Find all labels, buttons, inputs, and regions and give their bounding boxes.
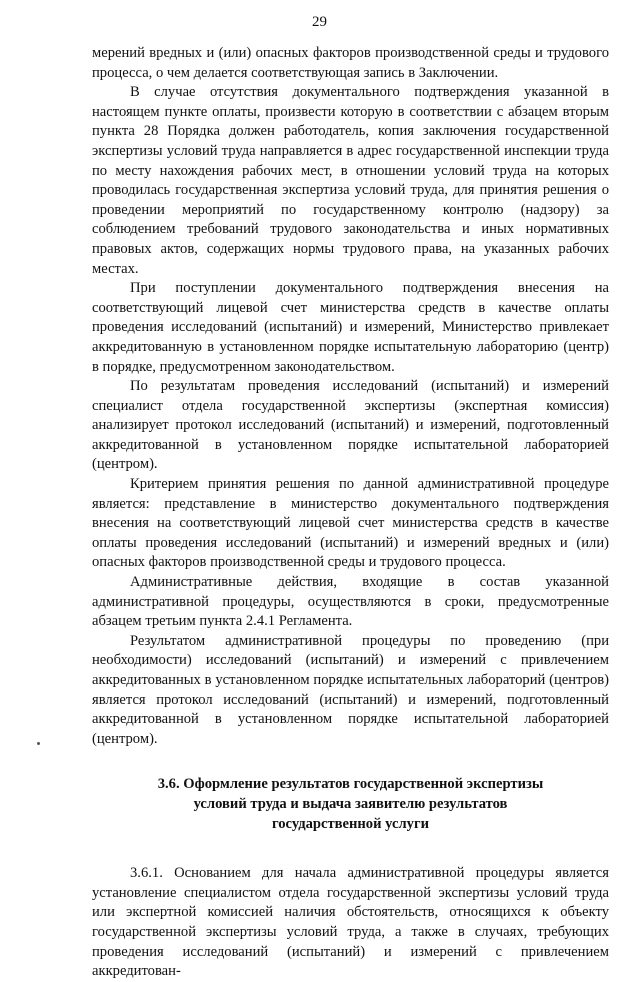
section-heading-line: условий труда и выдача заявителю результатов (193, 795, 508, 812)
section-heading-line: 3.6. Оформление результатов государственной экспертизы (157, 776, 544, 793)
section-heading-line: государственной услуги (271, 815, 430, 832)
paragraph: Критерием принятия решения по данной административной процедуре является: представление в министерство документального подтверждения внесения на соответствующий лицевой счет министерства средств в качестве оплаты проведения исследований (испытаний) и измерений вредных и (или) опасных факторов производственной среды и трудового процесса. (92, 476, 609, 571)
paragraph: 3.6.1. Основанием для начала административной процедуры является установление специалистом отдела государственной экспертизы условий труда или экспертной комиссией наличия обстоятельств, относящихся к объекту государственной экспертизы условий труда, а также в случаях, требующих проведения исследований (испытаний) и измерений с привлечением аккредитован- (92, 865, 609, 980)
paragraph: Результатом административной процедуры по проведению (при необходимости) исследований (испытаний) и измерений с привлечением аккредитованных в установленном порядке испытательных лабораторий (центров) является протокол исследований (испытаний) и измерений, подготовленный аккредитованной в установленном порядке испытательной лабораторией (центром). (92, 632, 609, 747)
paragraph: По результатам проведения исследований (испытаний) и измерений специалист отдела государственной экспертизы (экспертная комиссия) анализирует протокол исследований (испытаний) и измерений, подготовленный аккредитованной в установленном порядке испытательной лабораторией (центром). (92, 378, 609, 473)
paragraph: В случае отсутствия документального подтверждения указанной в настоящем пункте оплаты, произвести которую в соответствии с абзацем вторым пункта 28 Порядка должен работодатель, копия заключения государственной экспертизы условий труда направляется в адрес государственной инспекции труда по месту нахождения рабочих мест, в отношении условий труда на которых проводилась государственная экспертиза условий труда, для принятия решения о проведении мероприятий по государственному контролю (надзору) за соблюдением требований трудового законодательства и иных нормативных правовых актов, содержащих нормы трудового права, на указанных рабочих местах. (92, 84, 609, 277)
paragraph: Административные действия, входящие в состав указанной административной процедуры, осуществляются в сроки, предусмотренные абзацем третьим пункта 2.4.1 Регламента. (92, 574, 609, 630)
document-body (92, 44, 609, 982)
paragraph-continuation: мерений вредных и (или) опасных факторов производственной среды и трудового процесса, о чем делается соответствующая запись в Заключении. (92, 45, 609, 81)
paragraph: При поступлении документального подтверждения внесения на соответствующий лицевой счет министерства средств в качестве оплаты проведения исследований (испытаний) и измерений, Министерство привлекает аккредитованную в установленном порядке испытательную лабораторию (центр) в порядке, предусмотренном законодательством. (92, 280, 609, 375)
scan-speck (37, 742, 40, 745)
section-heading (92, 775, 609, 834)
page-number: 29 (312, 14, 327, 30)
